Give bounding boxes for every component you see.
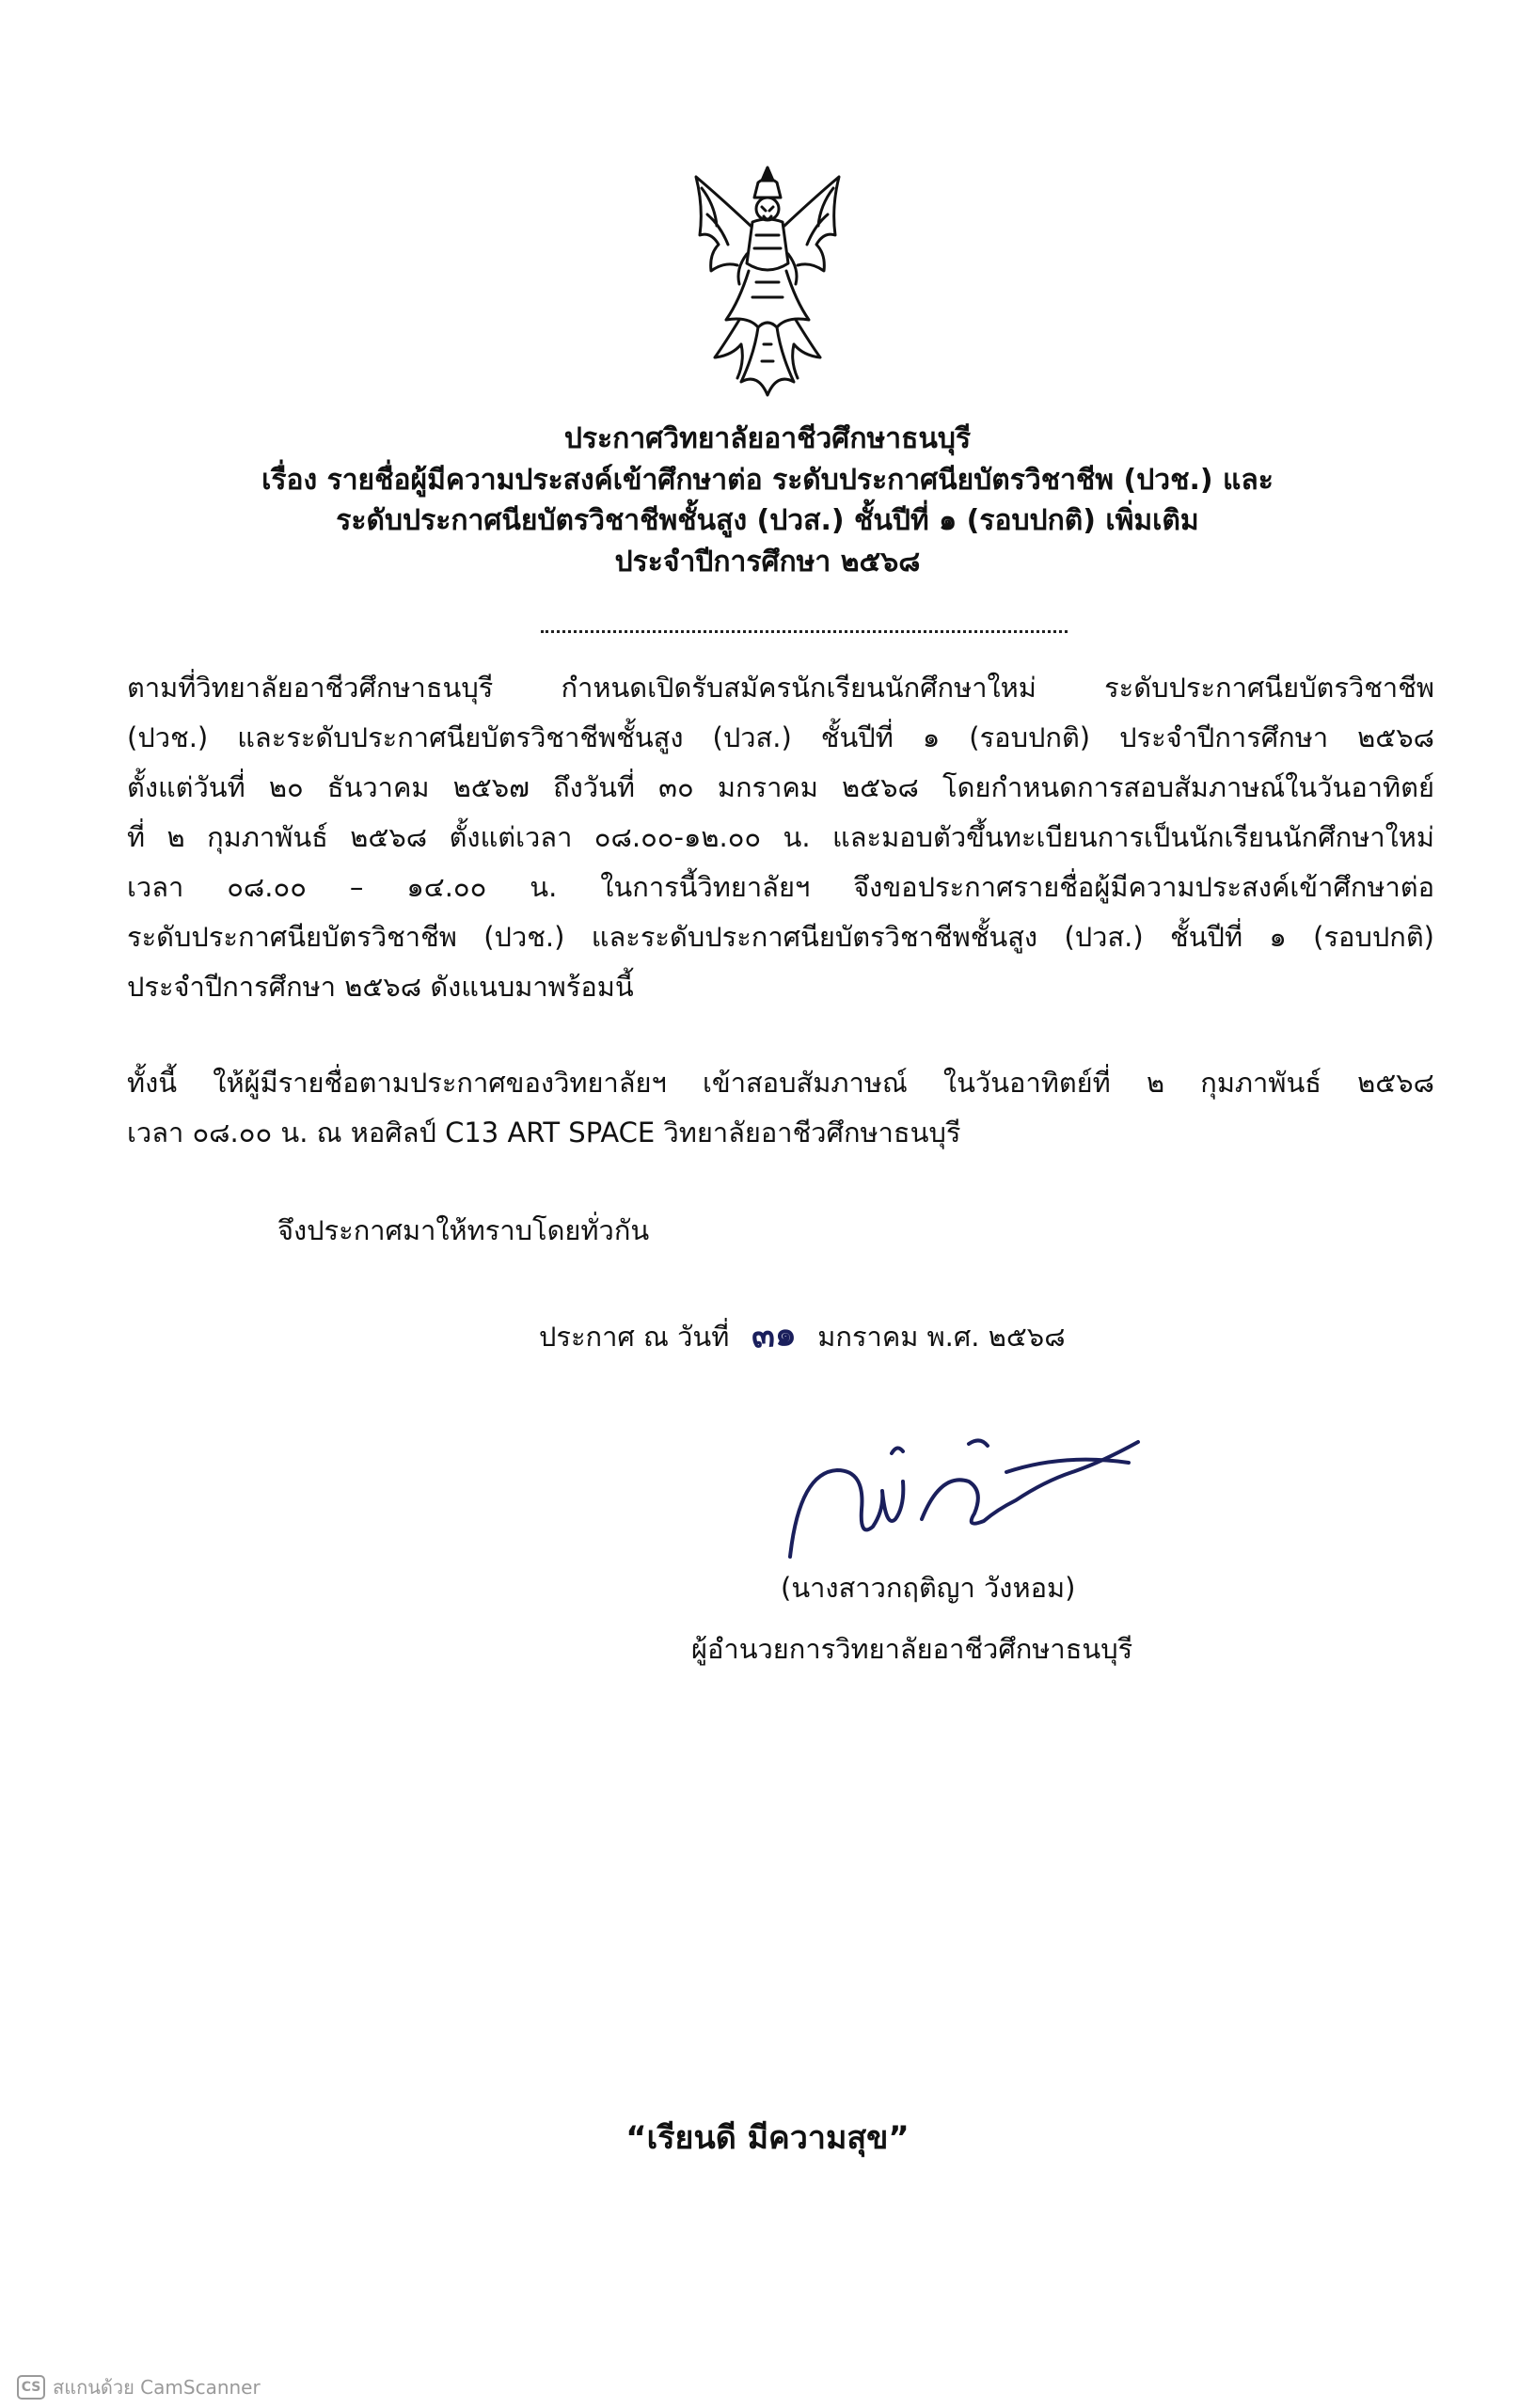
paragraph-2-line: ทั้งนี้ ให้ผู้มีรายชื่อตามประกาศของวิทยาลัยฯ เข้าสอบสัมภาษณ์ ในวันอาทิตย์ที่ ๒ กุมภาพันธ์ ๒๕๖๘ — [127, 1067, 1434, 1099]
announcement-date — [539, 1307, 1066, 1361]
announcement-title — [0, 419, 1535, 582]
title-line-3: ระดับประกาศนียบัตรวิชาชีพชั้นสูง (ปวส.) ชั้นปีที่ ๑ (รอบปกติ) เพิ่มเติม — [336, 504, 1199, 537]
title-line-2: เรื่อง รายชื่อผู้มีความประสงค์เข้าศึกษาต่อ ระดับประกาศนียบัตรวิชาชีพ (ปวช.) และ — [261, 463, 1274, 497]
paragraph-1-line: ตั้งแต่วันที่ ๒๐ ธันวาคม ๒๕๖๗ ถึงวันที่ ๓๐ มกราคม ๒๕๖๘ โดยกำหนดการสอบสัมภาษณ์ในวันอาทิตย์ — [127, 771, 1434, 803]
title-line-4: ประจำปีการศึกษา ๒๕๖๘ — [614, 545, 921, 578]
paragraph-2-line: เวลา ๐๘.๐๐ น. ณ หอศิลป์ C13 ART SPACE วิทยาลัยอาชีวศึกษาธนบุรี — [127, 1117, 961, 1149]
watermark-text: สแกนด้วย CamScanner — [53, 2376, 261, 2399]
paragraph-1-line: เวลา ๐๘.๐๐ – ๑๔.๐๐ น. ในการนี้วิทยาลัยฯ จึงขอประกาศรายชื่อผู้มีความประสงค์เข้าศึกษาต่อ — [127, 871, 1434, 903]
camscanner-logo-icon: CS — [17, 2375, 45, 2400]
camscanner-watermark — [17, 2372, 261, 2402]
paragraph-1-line: (ปวช.) และระดับประกาศนียบัตรวิชาชีพชั้นสูง (ปวส.) ชั้นปีที่ ๑ (รอบปกติ) ประจำปีการศึกษา ๒๕๖๘ — [127, 721, 1434, 753]
garuda-emblem-icon — [683, 160, 852, 404]
paragraph-1-line: ที่ ๒ กุมภาพันธ์ ๒๕๖๘ ตั้งแต่เวลา ๐๘.๐๐-๑๒.๐๐ น. และมอบตัวขึ้นทะเบียนการเป็นนักเรียนนักศึกษาใหม่ — [127, 821, 1434, 853]
body-paragraph-1 — [127, 663, 1434, 1012]
handwritten-day: ๓๑ — [750, 1313, 798, 1356]
announce-date-prefix: ประกาศ ณ วันที่ — [539, 1321, 730, 1353]
paragraph-1-line: ตามที่วิทยาลัยอาชีวศึกษาธนบุรี กำหนดเปิดรับสมัครนักเรียนนักศึกษาใหม่ ระดับประกาศนียบัตรวิชาชีพ — [127, 672, 1434, 704]
paragraph-1-line: ประจำปีการศึกษา ๒๕๖๘ ดังแนบมาพร้อมนี้ — [127, 971, 634, 1003]
closing-sentence: จึงประกาศมาให้ทราบโดยทั่วกัน — [277, 1214, 650, 1246]
signer-title: ผู้อำนวยการวิทยาลัยอาชีวศึกษาธนบุรี — [691, 1633, 1133, 1665]
announce-date-suffix: มกราคม พ.ศ. ๒๕๖๘ — [817, 1321, 1066, 1353]
title-divider — [541, 630, 1068, 633]
college-motto: “เรียนดี มีความสุข” — [625, 2119, 910, 2157]
body-paragraph-2 — [127, 1058, 1434, 1158]
title-line-1: ประกาศวิทยาลัยอาชีวศึกษาธนบุรี — [563, 422, 972, 455]
paragraph-1-line: ระดับประกาศนียบัตรวิชาชีพ (ปวช.) และระดับประกาศนียบัตรวิชาชีพชั้นสูง (ปวส.) ชั้นปีที่ ๑ (รอบปกติ) — [127, 921, 1434, 953]
handwritten-signature — [781, 1416, 1157, 1576]
signer-name: (นางสาวกฤติญา วังหอม) — [781, 1572, 1076, 1604]
